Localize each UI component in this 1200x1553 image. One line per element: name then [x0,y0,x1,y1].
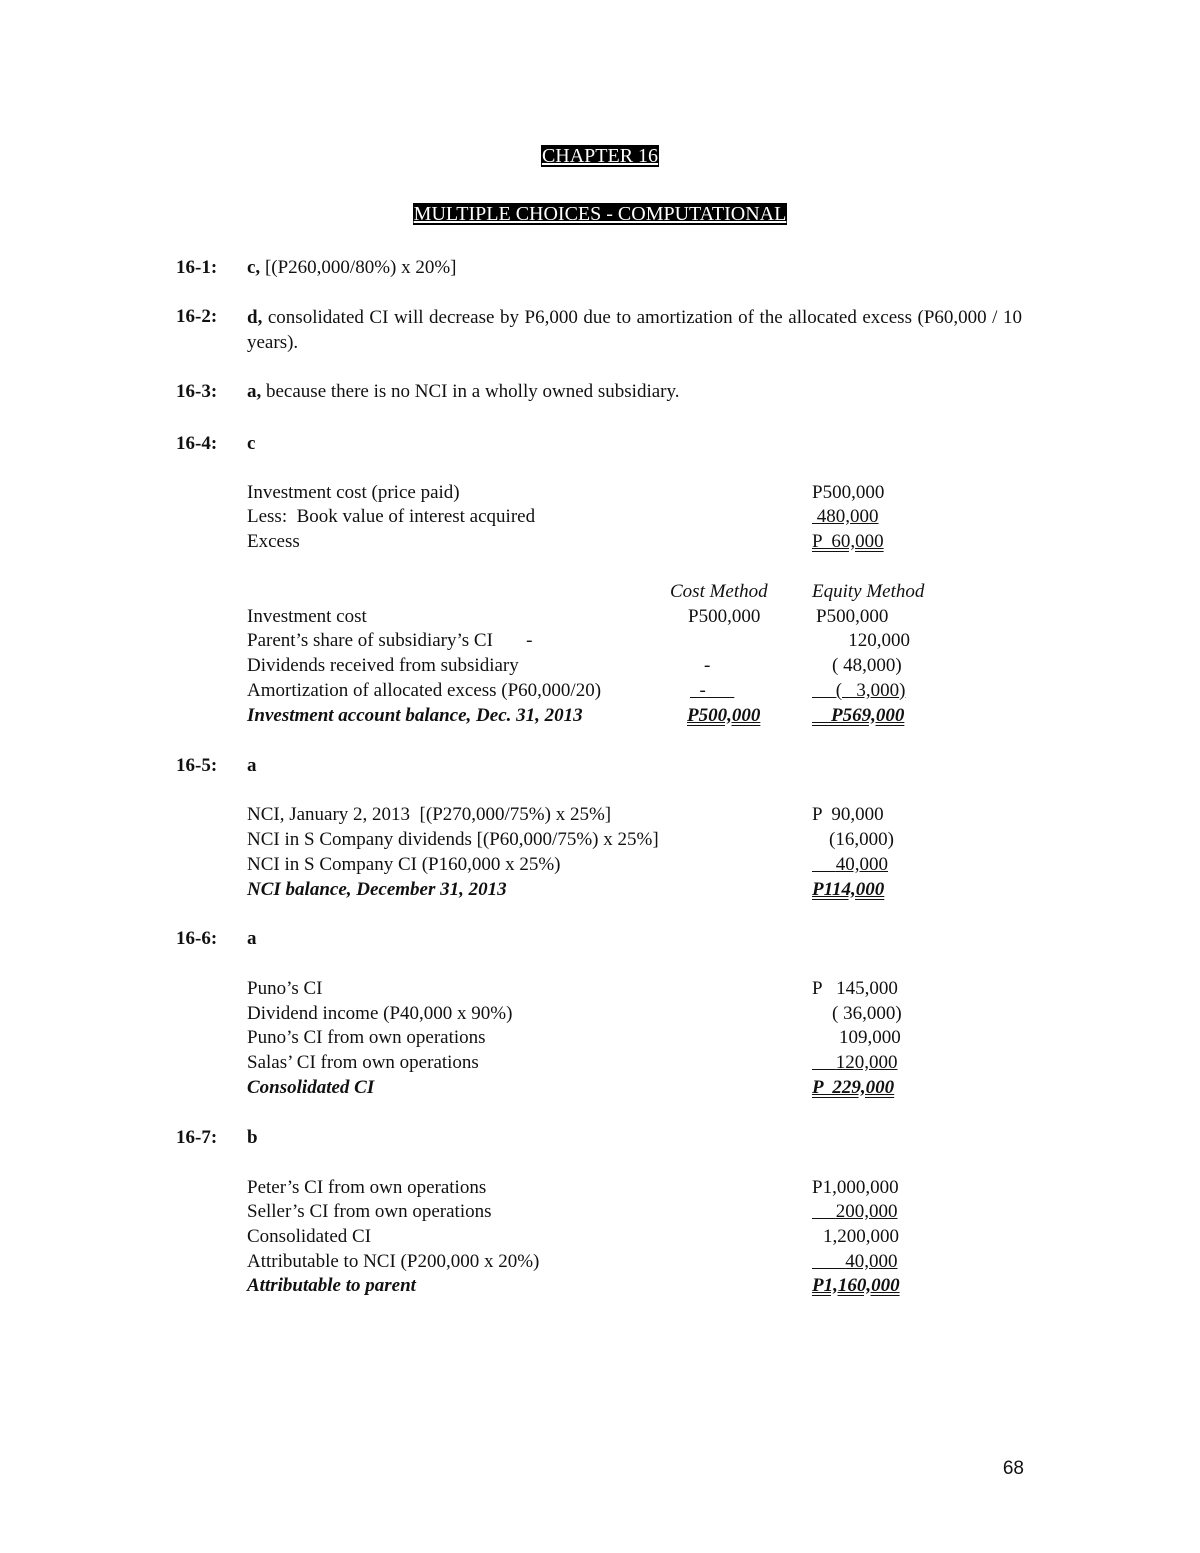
page-number: 68 [1002,1458,1024,1479]
row-value: P 60,000 [812,531,884,552]
question-number: 16-3: [176,381,218,402]
row-value: ( 36,000) [832,1003,902,1024]
row-value: 1,200,000 [823,1226,899,1247]
column-header-equity: Equity Method [812,581,925,602]
answer-letter: b [247,1127,258,1148]
row-value: 40,000 [835,854,888,875]
row-value: (16,000) [829,829,894,850]
total-cost: P500,000 [687,705,761,726]
question-number: 16-6: [176,928,218,949]
answer-letter: a [247,755,257,776]
question-number: 16-5: [176,755,218,776]
answer-letter: c, [247,257,261,278]
total-label: Attributable to parent [247,1275,416,1296]
row-label: NCI, January 2, 2013 [(P270,000/75%) x 25%] [247,804,612,825]
row-label: Dividend income (P40,000 x 90%) [247,1003,513,1024]
section-title: MULTIPLE CHOICES - COMPUTATIONAL [413,203,787,225]
answer-letter: d, [247,307,263,328]
row-label: Dividends received from subsidiary [247,655,519,676]
row-label: Consolidated CI [247,1226,372,1247]
row-value: P 145,000 [812,978,898,999]
equity-value: P500,000 [816,606,889,627]
answer-letter: c [247,433,256,454]
row-label: Puno’s CI from own operations [247,1027,486,1048]
row-value: 109,000 [839,1027,901,1048]
cost-value: - [699,680,706,701]
equity-value: ( 3,000) [835,680,906,701]
chapter-title: CHAPTER 16 [541,145,659,167]
answer-text: [(P260,000/80%) x 20%] [260,257,457,278]
answer-letter: a, [247,381,262,402]
row-label: Investment cost (price paid) [247,482,460,503]
equity-value: ( 48,000) [832,655,902,676]
row-label: Attributable to NCI (P200,000 x 20%) [247,1251,540,1272]
answer-letter: a [247,928,257,949]
total-value: P114,000 [812,879,885,900]
cost-value: P500,000 [688,606,761,627]
total-label: NCI balance, December 31, 2013 [247,879,507,900]
row-value: 200,000 [835,1201,898,1222]
row-value: 120,000 [835,1052,898,1073]
row-label: Excess [247,531,300,552]
row-value: P 90,000 [812,804,884,825]
row-label: Amortization of allocated excess (P60,000/20) [247,680,602,701]
row-value: 40,000 [845,1251,898,1272]
row-value: P1,000,000 [812,1177,899,1198]
row-value: P500,000 [812,482,885,503]
row-label: Peter’s CI from own operations [247,1177,487,1198]
answer-text: consolidated CI will decrease by P6,000 due to amortization of the allocated excess (P60,000 / 10 years). [247,307,1022,353]
answer-line [247,305,1022,355]
question-number: 16-4: [176,433,218,454]
row-label: Parent’s share of subsidiary’s CI - [247,630,533,651]
total-value: P1,160,000 [812,1275,900,1296]
row-label: Salas’ CI from own operations [247,1052,479,1073]
answer-text: because there is no NCI in a wholly owned subsidiary. [261,381,680,402]
row-label: NCI in S Company dividends [(P60,000/75%) x 25%] [247,829,659,850]
total-value: P 229,000 [812,1077,895,1098]
answer-line [247,380,680,404]
answer-line [247,256,457,280]
question-number: 16-1: [176,257,218,278]
row-label: NCI in S Company CI (P160,000 x 25%) [247,854,561,875]
question-number: 16-2: [176,306,218,327]
row-label: Less: Book value of interest acquired [247,506,536,527]
equity-value: 120,000 [848,630,910,651]
row-label: Seller’s CI from own operations [247,1201,492,1222]
row-value: 480,000 [812,506,879,527]
row-label: Investment cost [247,606,367,627]
total-label: Consolidated CI [247,1077,375,1098]
column-header-cost: Cost Method [670,581,768,602]
question-number: 16-7: [176,1127,218,1148]
total-label: Investment account balance, Dec. 31, 2013 [247,705,583,726]
row-label: Puno’s CI [247,978,323,999]
total-equity: P569,000 [831,705,905,726]
cost-value: - [704,655,711,676]
